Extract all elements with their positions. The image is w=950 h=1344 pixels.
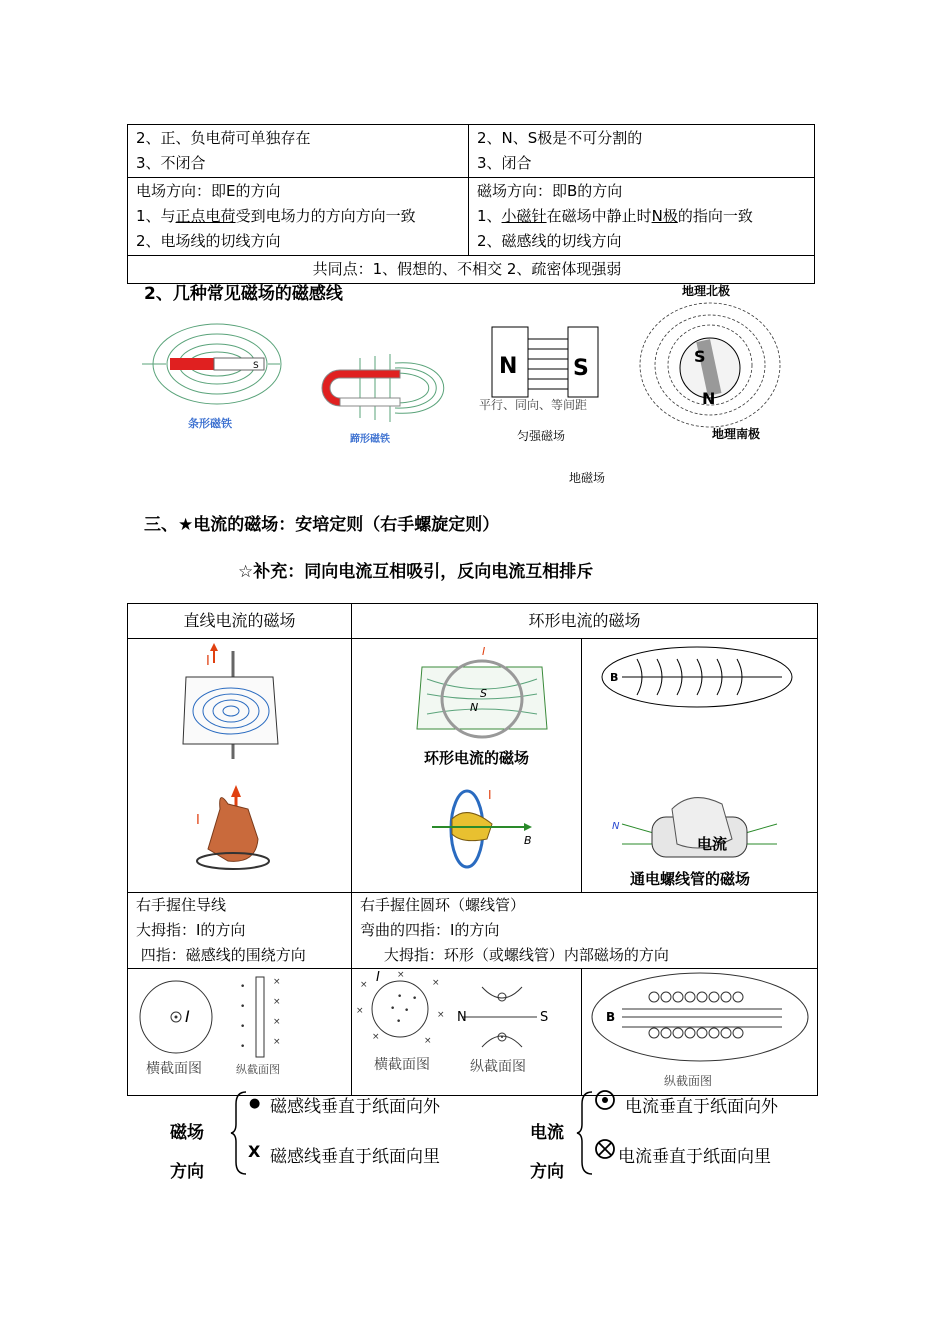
row1-right-line1: 2、N、S极是不可分割的 — [477, 129, 643, 147]
magnetic-direction-line1 — [477, 204, 806, 229]
svg-text:•: • — [412, 994, 418, 1004]
magnetic-direction-line2: 2、磁感线的切线方向 — [477, 232, 622, 250]
straight-section-figure — [128, 969, 351, 1091]
horseshoe-label: 蹄形磁铁 — [350, 434, 390, 445]
straight-current-figure — [128, 639, 351, 888]
svg-text:•: • — [404, 1006, 410, 1016]
svg-text:×: × — [273, 1037, 281, 1047]
field-direction-label-1: 磁场 — [170, 1123, 204, 1143]
row1-left-line1: 2、正、负电荷可单独存在 — [136, 129, 311, 147]
current-direction-label-1: 电流 — [530, 1123, 564, 1143]
svg-text:×: × — [360, 980, 368, 990]
svg-text:•: • — [397, 992, 403, 1002]
ring-hand-i-label: I — [488, 788, 492, 802]
ring-rule-line2: 弯曲的四指：I的方向 — [360, 921, 500, 939]
header-straight-current: 直线电流的磁场 — [128, 604, 352, 639]
underlined-text: 正点电荷 — [175, 207, 236, 225]
row1-left-cell — [128, 125, 469, 178]
earth-n-label: N — [702, 389, 716, 408]
ring-field-label: 环形电流的磁场 — [424, 749, 530, 767]
earth-s-label: S — [694, 347, 706, 366]
svg-text:•: • — [240, 1042, 246, 1052]
bar-magnet-figure — [140, 312, 280, 432]
row1-left-line2: 3、不闭合 — [136, 154, 206, 172]
svg-text:×: × — [372, 1032, 380, 1042]
row2-left-cell — [128, 178, 469, 256]
underlined-text: N极 — [651, 207, 678, 225]
ring-n-label: N — [470, 701, 479, 714]
ring-rule-cell — [352, 893, 818, 969]
straight-rule-line1: 右手握住导线 — [136, 896, 227, 914]
ring-cross-label: 横截面图 — [374, 1057, 430, 1073]
ring-long-s-label: S — [540, 1010, 549, 1025]
electric-magnetic-comparison-table — [127, 124, 815, 284]
row1-right-line2: 3、闭合 — [477, 154, 532, 172]
uniform-field-label: 匀强磁场 — [517, 429, 566, 443]
common-points-cell: 共同点：1、假想的、不相交 2、疏密体现强弱 — [128, 256, 815, 284]
straight-rule-line2: 大拇指：I的方向 — [136, 921, 246, 939]
thumb-i-label: I — [196, 813, 200, 828]
solenoid-figure — [582, 639, 817, 888]
header-ring-current: 环形电流的磁场 — [352, 604, 818, 639]
ring-current-figure — [352, 639, 581, 888]
uniform-s-label: S — [573, 356, 589, 381]
svg-text:×: × — [273, 997, 281, 1007]
ring-rule-line3: 大拇指：环形（或螺线管）内部磁场的方向 — [360, 946, 669, 964]
solenoid-n-label: N — [612, 821, 620, 832]
field-direction-label-2: 方向 — [170, 1162, 204, 1182]
electric-direction-line2: 2、电场线的切线方向 — [136, 232, 281, 250]
svg-text:•: • — [240, 982, 246, 992]
section2-title: 2、几种常见磁场的磁感线 — [144, 284, 343, 304]
earth-south-label: 地理南极 — [712, 427, 761, 441]
electric-direction-line1 — [136, 204, 460, 229]
underlined-text: 小磁针 — [501, 207, 547, 225]
solenoid-current-label: 电流 — [697, 835, 728, 853]
ring-rule-line1: 右手握住圆环（螺线管） — [360, 896, 526, 914]
ring-i-label: I — [482, 645, 486, 658]
current-magnetic-field-table — [127, 603, 818, 1096]
current-out-text: 电流垂直于纸面向外 — [625, 1097, 778, 1117]
sol-long-b-label: B — [606, 1010, 616, 1024]
svg-text:×: × — [424, 1036, 432, 1046]
straight-i-label: I — [206, 654, 210, 669]
uniform-field-figure — [475, 325, 625, 450]
row1-right-cell — [469, 125, 815, 178]
uniform-note: 平行、同向、等间距 — [479, 398, 588, 412]
ring-long-n-label: N — [457, 1010, 467, 1025]
sol-long-label: 纵截面图 — [664, 1074, 713, 1088]
ring-current-figures-cell — [352, 639, 582, 893]
ring-b-label: B — [524, 834, 532, 847]
horseshoe-magnet-figure — [300, 348, 450, 448]
svg-text:•: • — [390, 1004, 396, 1014]
row2-right-cell — [469, 178, 815, 256]
solenoid-b-label: B — [610, 671, 619, 684]
svg-text:×: × — [437, 1010, 445, 1020]
ring-long-label: 纵截面图 — [470, 1059, 526, 1075]
horseshoe-south — [340, 398, 400, 406]
current-in-icon — [595, 1139, 617, 1161]
cross-symbol-icon: X — [248, 1142, 261, 1161]
earth-north-label: 地理北极 — [682, 284, 731, 298]
text: 1、 — [477, 207, 502, 225]
bar-magnet-north — [170, 358, 214, 370]
section3-title: 三、★电流的磁场：安培定则（右手螺旋定则） — [144, 515, 500, 535]
magnetic-direction-title: 磁场方向：即B的方向 — [477, 182, 623, 200]
supplement-note: ☆补充：同向电流互相吸引，反向电流互相排斥 — [238, 562, 594, 582]
current-direction-label-2: 方向 — [530, 1162, 564, 1182]
solenoid-field-label: 通电螺线管的磁场 — [630, 870, 751, 888]
text: 在磁场中静止时 — [546, 207, 652, 225]
uniform-n-label: N — [499, 354, 518, 379]
bar-magnet-label: 条形磁铁 — [188, 417, 232, 430]
ring-cross-i-label: I — [376, 970, 380, 985]
dot-symbol-icon: ● — [249, 1096, 261, 1111]
cross-i-label: I — [185, 1007, 190, 1026]
svg-text:•: • — [396, 1017, 402, 1027]
electric-direction-title: 电场方向：即E的方向 — [136, 182, 281, 200]
longitudinal-label: 纵截面图 — [236, 1063, 280, 1076]
field-brace-icon — [230, 1090, 248, 1176]
bar-s-label: S — [253, 361, 259, 371]
earth-field-figure — [569, 280, 792, 490]
text: 受到电场力的方向方向一致 — [235, 207, 416, 225]
solenoid-figures-cell — [582, 639, 818, 893]
current-out-icon — [595, 1090, 617, 1112]
cross-section-label: 横截面图 — [146, 1061, 202, 1077]
solenoid-section-figure — [582, 969, 817, 1091]
text: 的指向一致 — [677, 207, 753, 225]
text: 1、与 — [136, 207, 176, 225]
svg-text:×: × — [273, 1017, 281, 1027]
right-hand-thumb — [208, 798, 258, 862]
field-out-text: 磁感线垂直于纸面向外 — [270, 1097, 440, 1117]
ring-section-figure — [352, 969, 581, 1091]
svg-text:×: × — [356, 1006, 364, 1016]
straight-section-cell — [128, 969, 352, 1096]
ring-section-cell — [352, 969, 582, 1096]
svg-text:•: • — [240, 1002, 246, 1012]
current-brace-icon — [576, 1090, 594, 1176]
straight-rule-cell — [128, 893, 352, 969]
straight-current-figures-cell — [128, 639, 352, 893]
field-in-text: 磁感线垂直于纸面向里 — [270, 1147, 440, 1167]
ring-s-label: S — [480, 687, 487, 700]
svg-text:•: • — [240, 1022, 246, 1032]
svg-text:×: × — [397, 970, 405, 980]
solenoid-section-cell — [582, 969, 818, 1096]
current-in-text: 电流垂直于纸面向里 — [618, 1147, 771, 1167]
earth-field-label: 地磁场 — [569, 471, 606, 485]
svg-text:×: × — [273, 977, 281, 987]
straight-rule-line3: 四指：磁感线的围绕方向 — [136, 946, 306, 964]
svg-text:×: × — [432, 978, 440, 988]
